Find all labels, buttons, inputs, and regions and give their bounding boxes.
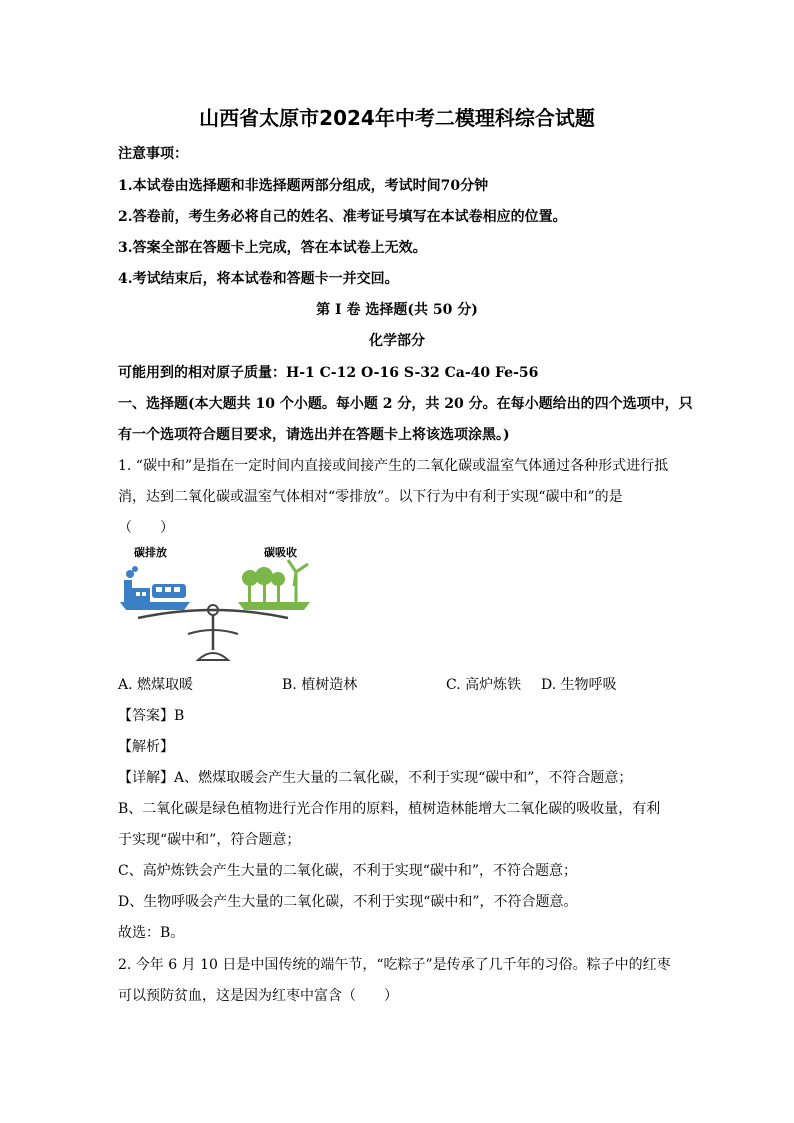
part-intro-line-1: 一、选择题(本大题共 10 个小题。每小题 2 分，共 20 分。在每小题给出的四个选项中，只 <box>118 396 693 412</box>
smoke-icon <box>126 570 134 578</box>
q1-analysis-line-2: B、二氧化碳是绿色植物进行光合作用的原料，植树造林能增大二氧化碳的吸收量，有利 <box>118 801 661 817</box>
carbon-balance-figure <box>118 542 328 670</box>
factory-building-icon <box>132 588 150 602</box>
factory-chimney-icon <box>124 580 132 602</box>
tree-icon-3 <box>271 572 285 586</box>
atomic-mass-line: 可能用到的相对原子质量：H-1 C-12 O-16 S-32 Ca-40 Fe-56 <box>118 365 539 381</box>
q1-stem-line-1: 1. “碳中和”是指在一定时间内直接或间接产生的二氧化碳或温室气体通过各种形式进行抵 <box>118 458 669 474</box>
exam-title: 山西省太原市2024年中考二模理科综合试题 <box>199 106 595 130</box>
q1-option-c: C. 高炉炼铁 <box>446 677 522 693</box>
q1-analysis-line-6: 故选：B。 <box>118 925 185 941</box>
left-pan-icon <box>120 602 190 610</box>
q1-analysis-line-3: 于实现“碳中和”，符合题意； <box>118 832 301 848</box>
q1-analysis-heading: 【解析】 <box>118 739 174 755</box>
q1-stem-line-3: （ ） <box>118 520 174 536</box>
notice-item-4: 4.考试结束后，将本试卷和答题卡一并交回。 <box>118 271 399 287</box>
balance-scale-illustration <box>118 542 328 670</box>
notice-item-3: 3.答案全部在答题卡上完成，答在本试卷上无效。 <box>118 240 427 256</box>
notice-item-1: 1.本试卷由选择题和非选择题两部分组成，考试时间70分钟 <box>118 178 489 194</box>
part-intro-line-2: 有一个选项符合题目要求，请选出并在答题卡上将该选项涂黑。) <box>118 427 510 443</box>
carbon-absorption-label: 碳吸收 <box>264 546 297 559</box>
q2-stem-line-1: 2. 今年 6 月 10 日是中国传统的端午节，“吃粽子”是传承了几千年的习俗。粽子中的红枣 <box>118 957 671 973</box>
q1-option-d: D. 生物呼吸 <box>541 677 617 693</box>
q1-analysis-line-5: D、生物呼吸会产生大量的二氧化碳，不利于实现“碳中和”，不符合题意。 <box>118 894 578 910</box>
carbon-emission-label: 碳排放 <box>134 546 167 559</box>
q1-option-a: A. 燃煤取暖 <box>118 677 194 693</box>
q1-analysis-line-1: 【详解】A、燃煤取暖会产生大量的二氧化碳，不利于实现“碳中和”，不符合题意； <box>118 770 633 786</box>
q1-analysis-line-4: C、高炉炼铁会产生大量的二氧化碳，不利于实现“碳中和”，不符合题意； <box>118 863 578 879</box>
tree-icon-2 <box>255 567 273 585</box>
scale-stand-icon <box>198 653 228 660</box>
subsection-title: 化学部分 <box>369 333 425 349</box>
smoke-icon-2 <box>132 566 138 572</box>
q1-option-b: B. 植树造林 <box>282 677 358 693</box>
q1-answer: 【答案】B <box>118 708 185 724</box>
section-title: 第 I 卷 选择题(共 50 分) <box>316 302 478 318</box>
right-pan-icon <box>238 602 310 610</box>
q1-stem-line-2: 消，达到二氧化碳或温室气体相对“零排放”。以下行为中有利于实现“碳中和”的是 <box>118 489 623 505</box>
notice-item-2: 2.答卷前，考生务必将自己的姓名、准考证号填写在本试卷相应的位置。 <box>118 209 567 225</box>
notice-heading: 注意事项： <box>118 146 188 162</box>
q2-stem-line-2: 可以预防贫血，这是因为红枣中富含（ ） <box>118 988 398 1004</box>
